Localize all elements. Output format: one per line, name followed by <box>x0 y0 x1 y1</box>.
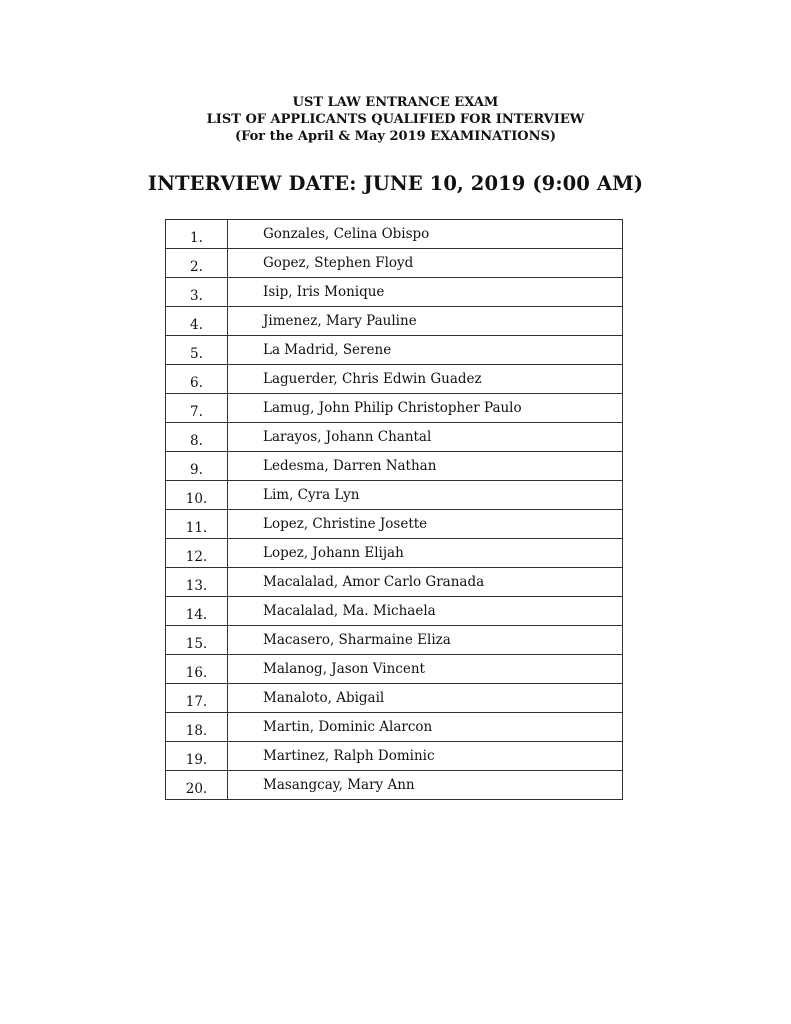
exam-title: UST LAW ENTRANCE EXAM <box>292 95 499 110</box>
applicant-number: 19. <box>166 742 228 771</box>
applicant-name: Ledesma, Darren Nathan <box>228 452 623 481</box>
table-row <box>166 307 623 336</box>
applicant-number: 4. <box>166 307 228 336</box>
table-row <box>166 220 623 249</box>
table-row <box>166 423 623 452</box>
applicant-name: Martinez, Ralph Dominic <box>228 742 623 771</box>
applicant-name: Lopez, Christine Josette <box>228 510 623 539</box>
applicant-name: Jimenez, Mary Pauline <box>228 307 623 336</box>
applicant-name: Malanog, Jason Vincent <box>228 655 623 684</box>
applicant-number: 15. <box>166 626 228 655</box>
table-row <box>166 626 623 655</box>
applicant-number: 11. <box>166 510 228 539</box>
exam-period: (For the April & May 2019 EXAMINATIONS) <box>234 129 557 144</box>
applicant-name: Macalalad, Amor Carlo Granada <box>228 568 623 597</box>
applicant-number: 6. <box>166 365 228 394</box>
applicant-number: 7. <box>166 394 228 423</box>
applicant-name: Macalalad, Ma. Michaela <box>228 597 623 626</box>
applicant-name: Lim, Cyra Lyn <box>228 481 623 510</box>
table-row <box>166 365 623 394</box>
table-row <box>166 684 623 713</box>
applicant-name: Gonzales, Celina Obispo <box>228 220 623 249</box>
table-row <box>166 452 623 481</box>
applicant-number: 18. <box>166 713 228 742</box>
applicant-number: 2. <box>166 249 228 278</box>
table-row <box>166 510 623 539</box>
table-row <box>166 481 623 510</box>
applicant-name: Lamug, John Philip Christopher Paulo <box>228 394 623 423</box>
applicant-number: 14. <box>166 597 228 626</box>
table-row <box>166 771 623 800</box>
applicant-number: 12. <box>166 539 228 568</box>
list-title: LIST OF APPLICANTS QUALIFIED FOR INTERVIEW <box>206 112 585 127</box>
applicant-number: 13. <box>166 568 228 597</box>
applicant-number: 20. <box>166 771 228 800</box>
applicant-number: 9. <box>166 452 228 481</box>
applicant-number: 3. <box>166 278 228 307</box>
applicant-name: Manaloto, Abigail <box>228 684 623 713</box>
applicant-name: Laguerder, Chris Edwin Guadez <box>228 365 623 394</box>
table-row <box>166 539 623 568</box>
applicants-table <box>165 219 623 800</box>
applicants-table-body <box>166 220 623 800</box>
table-row <box>166 568 623 597</box>
applicant-name: Gopez, Stephen Floyd <box>228 249 623 278</box>
applicant-name: Masangcay, Mary Ann <box>228 771 623 800</box>
applicant-name: Larayos, Johann Chantal <box>228 423 623 452</box>
table-row <box>166 713 623 742</box>
table-row <box>166 249 623 278</box>
applicant-number: 10. <box>166 481 228 510</box>
table-row <box>166 278 623 307</box>
applicant-name: Macasero, Sharmaine Eliza <box>228 626 623 655</box>
applicant-name: Isip, Iris Monique <box>228 278 623 307</box>
interview-date-heading: INTERVIEW DATE: JUNE 10, 2019 (9:00 AM) <box>147 172 644 195</box>
table-row <box>166 597 623 626</box>
table-row <box>166 655 623 684</box>
applicant-number: 8. <box>166 423 228 452</box>
applicant-name: La Madrid, Serene <box>228 336 623 365</box>
applicant-number: 5. <box>166 336 228 365</box>
table-row <box>166 394 623 423</box>
applicant-number: 17. <box>166 684 228 713</box>
table-row <box>166 336 623 365</box>
table-row <box>166 742 623 771</box>
applicant-number: 1. <box>166 220 228 249</box>
applicant-number: 16. <box>166 655 228 684</box>
applicant-name: Martin, Dominic Alarcon <box>228 713 623 742</box>
applicant-name: Lopez, Johann Elijah <box>228 539 623 568</box>
document-header <box>0 94 791 145</box>
